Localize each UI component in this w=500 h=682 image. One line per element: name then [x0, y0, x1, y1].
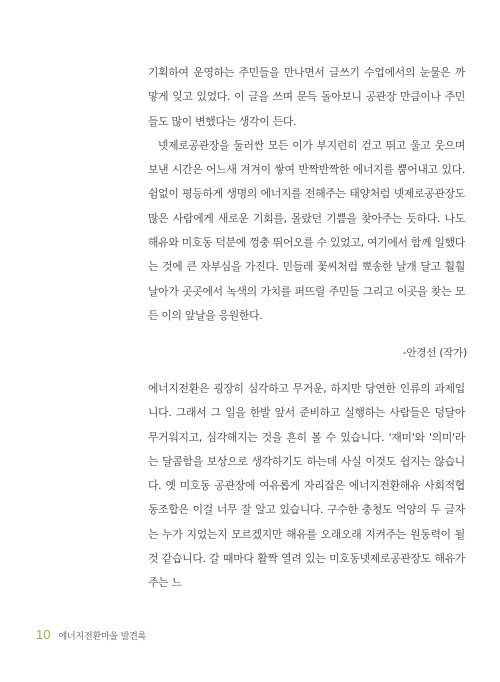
essay-paragraph: 에너지전환은 굉장히 심각하고 무거운, 하지만 당연한 인류의 과제입니다. 그래서 그 일을 한발 앞서 준비하고 실행하는 사람들은 덩달아 무거워지고, 심각해지는 것을 흔히 볼 수 있습니다. '재미'와 '의미'라는 달콤함을 보상으로 생각하기도 하는데 사실 이것도 쉽지는 않습니다. 옛 미호동 공관장에 여유롭게 자리잡은 에너지전환해유 사회적협동조합은 이걸 너무 잘 알고 있습니다. 구수한 충청도 억양의 두 글자는 누가 지었는지 모르겠지만 해유를 오래오래 지켜주는 원동력이 될 것 같습니다. 갈 때마다 활짝 열려 있는 미호동넷제로공관장도 해유가 주는 느 [148, 382, 465, 590]
page-number: 10 [36, 627, 51, 642]
essay-paragraph: 넷제로공관장을 둘러싼 모든 이가 부지런히 걷고 뛰고 울고 웃으며 보낸 시간은 어느새 겨겨이 쌓여 반짝반짝한 에너지를 뿜어내고 있다. 쉼없이 평등하게 생명의 에너지를 전해주는 태양처럼 넷제로공관장도 많은 사람에게 새로운 기회를, 몰랐던 기쁨을 찾아주는 듯하다. 나도 해유와 미호동 덕분에 껑충 뛰어오를 수 있었고, 여기에서 함께 일했다는 것에 큰 자부심을 가진다. 민들레 꽃씨처럼 뾰송한 날개 달고 훨훨 날아가 곳곳에서 녹색의 가치를 퍼뜨릴 주민들 그리고 이곳을 찾는 모든 이의 앞날을 응원한다. [148, 138, 465, 322]
essay-top-block [148, 61, 465, 328]
essay-paragraph: 기획하여 운영하는 주민들을 만나면서 글쓰기 수업에서의 눈물은 까맣게 잊고 있었다. 이 글을 쓰며 문득 돌아보니 공관장 만큼이나 주민들도 많이 변했다는 생각이 든다. [148, 66, 465, 128]
page-footer [36, 627, 146, 642]
author-signature [403, 345, 467, 360]
essay-bottom-block [148, 377, 465, 596]
running-title: 에너지전환마을 발견록 [58, 632, 147, 642]
signature-name: -안경선 [402, 347, 437, 359]
signature-role: (작가) [439, 347, 467, 359]
